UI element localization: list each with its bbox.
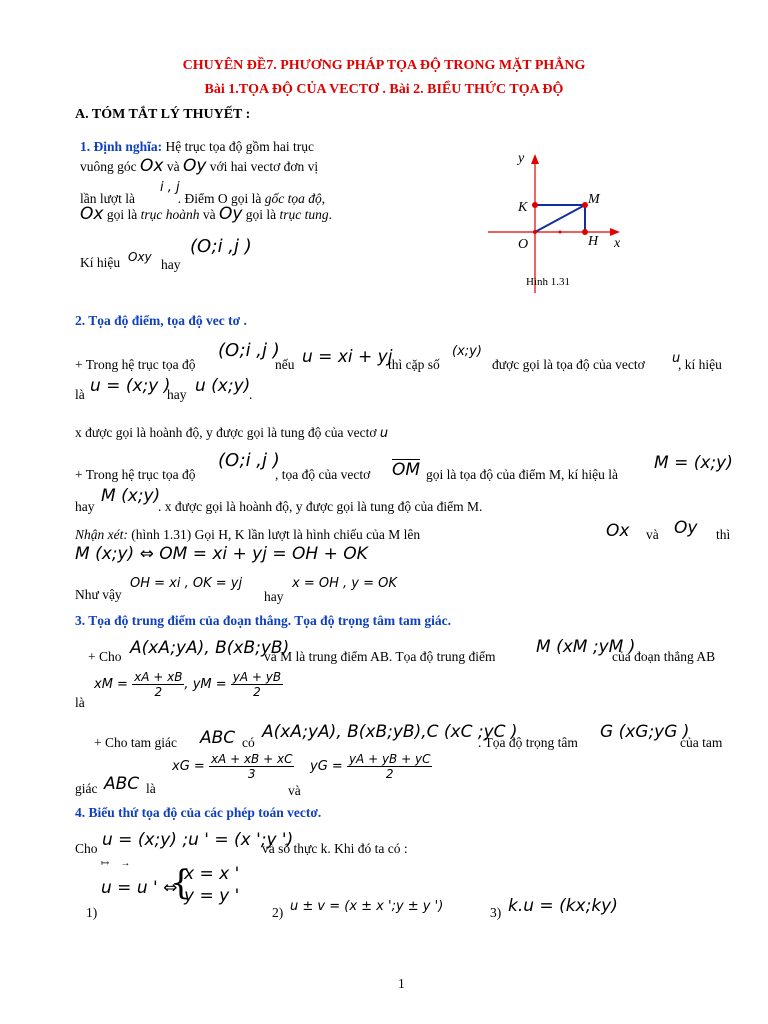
- u-coord-2: u (x;y): [195, 376, 251, 396]
- sum-formula: u ± v = (x ± x ';y ± y '): [290, 899, 444, 914]
- oy-symbol: Oy: [182, 156, 207, 176]
- label-h: H: [588, 234, 599, 249]
- definition-heading: 1. Định nghĩa:: [80, 139, 163, 154]
- section3-heading: 3. Tọa độ trung điểm của đoạn thẳng. Tọa độ trọng tâm tam giác.: [75, 613, 452, 628]
- frame-symbol-3: (O;i ,j ): [218, 450, 280, 471]
- y-axis-arrow: [531, 154, 539, 164]
- section-a-heading: A. TÓM TẮT LÝ THUYẾT :: [75, 107, 251, 122]
- projection-eq1: OH = xi , OK = yj: [130, 576, 243, 591]
- definition-line2: vuông góc Ox và Oy với hai vectơ đơn vị: [80, 156, 319, 176]
- triangle-abc: ABC: [200, 728, 236, 748]
- oxy-symbol: Oxy: [128, 250, 152, 264]
- centroid-g: G (xG;yG ): [600, 722, 690, 742]
- coordinate-figure: [480, 148, 640, 293]
- s2-p1-line1: + Trong hệ trục tọa độ: [75, 357, 196, 372]
- label-k: K: [518, 200, 528, 215]
- ox-symbol: Ox: [140, 156, 164, 176]
- frame-symbol-2: (O;i ,j ): [218, 340, 280, 361]
- vector-om: $\overline{OM}$: [392, 460, 421, 480]
- m-coord-2: M (x;y): [101, 486, 161, 506]
- vector-u-symbol: u: [672, 351, 681, 366]
- points-ab: A(xA;yA), B(xB;yB): [130, 638, 290, 658]
- definition-line4: Ox gọi là trục hoành và Oy gọi là trục tung.: [80, 204, 333, 224]
- definition-line1: 1. Định nghĩa: Hệ trục tọa độ gồm hai trục: [80, 139, 314, 154]
- or-text: hay: [161, 257, 181, 272]
- midpoint-m: M (xM ;yM ): [536, 637, 636, 657]
- frame-symbol: (O;i ,j ): [190, 236, 252, 257]
- section4-heading: 4. Biểu thứ tọa độ của các phép toán vectơ.: [75, 805, 322, 820]
- label-y: y: [518, 151, 525, 166]
- tick-mark: [559, 231, 562, 234]
- label-o: O: [518, 237, 529, 252]
- page-number: 1: [398, 976, 405, 991]
- scalar-formula: k.u = (kx;ky): [508, 896, 618, 916]
- u-coord: u = (x;y ): [90, 376, 171, 396]
- midpoint-formula: xM = $\frac{xA + xB}{2}$ , yM = $\frac{yA + yB}{2}$: [94, 670, 282, 699]
- definition-line5: Kí hiệu: [80, 255, 121, 270]
- x-axis-arrow: [610, 228, 620, 236]
- remark-line: Nhận xét: (hình 1.31) Gọi H, K lần lượt là hình chiếu của M lên: [75, 527, 421, 542]
- unit-vectors-symbol: i , j: [160, 180, 180, 195]
- system-eq2: y = y ': [184, 886, 240, 906]
- label-x: x: [614, 236, 621, 251]
- equality-u-uprime: u = u ' ⇔: [101, 878, 178, 898]
- subtitle: Bài 1.TỌA ĐỘ CỦA VECTƠ . Bài 2. BIỂU THỨC TỌA ĐỘ: [204, 82, 564, 97]
- centroid-x-formula: xG = $\frac{xA + xB + xC}{3}$: [172, 752, 293, 781]
- vector-u-equation: u = xi + yj: [302, 347, 393, 367]
- point-k: [532, 202, 538, 208]
- figure-caption: Hình 1.31: [526, 276, 570, 288]
- system-brace: {: [170, 863, 192, 903]
- s2-p2: x được gọi là hoành độ, y được gọi là tung độ của vectơ u: [75, 425, 389, 441]
- definition-line3: lần lượt là . Điểm O gọi là gốc tọa độ,: [80, 191, 326, 206]
- system-eq1: x = x ': [184, 864, 240, 884]
- segment-om: [535, 205, 585, 232]
- projection-eq2: x = OH , y = OK: [292, 576, 397, 591]
- triangle-vertices: A(xA;yA), B(xB;yB),C (xC ;yC ): [262, 722, 518, 742]
- pair-xy: (x;y): [452, 344, 482, 359]
- main-title: CHUYÊN ĐỀ7. PHƯƠNG PHÁP TỌA ĐỘ TRONG MẶT PHẲNG: [182, 58, 586, 73]
- vector-arrows: ↦ →: [101, 858, 133, 869]
- point-o: [533, 230, 537, 234]
- m-coord: M = (x;y): [654, 453, 733, 473]
- vectors-u-uprime: u = (x;y) ;u ' = (x ';y '): [102, 830, 294, 850]
- section2-heading: 2. Tọa độ điểm, tọa độ vec tơ .: [75, 313, 247, 328]
- remark-equation: M (x;y) ⇔ OM = xi + yj = OH + OK: [75, 544, 368, 564]
- centroid-y-formula: yG = $\frac{yA + yB + yC}{2}$: [310, 752, 431, 781]
- label-m: M: [588, 192, 600, 207]
